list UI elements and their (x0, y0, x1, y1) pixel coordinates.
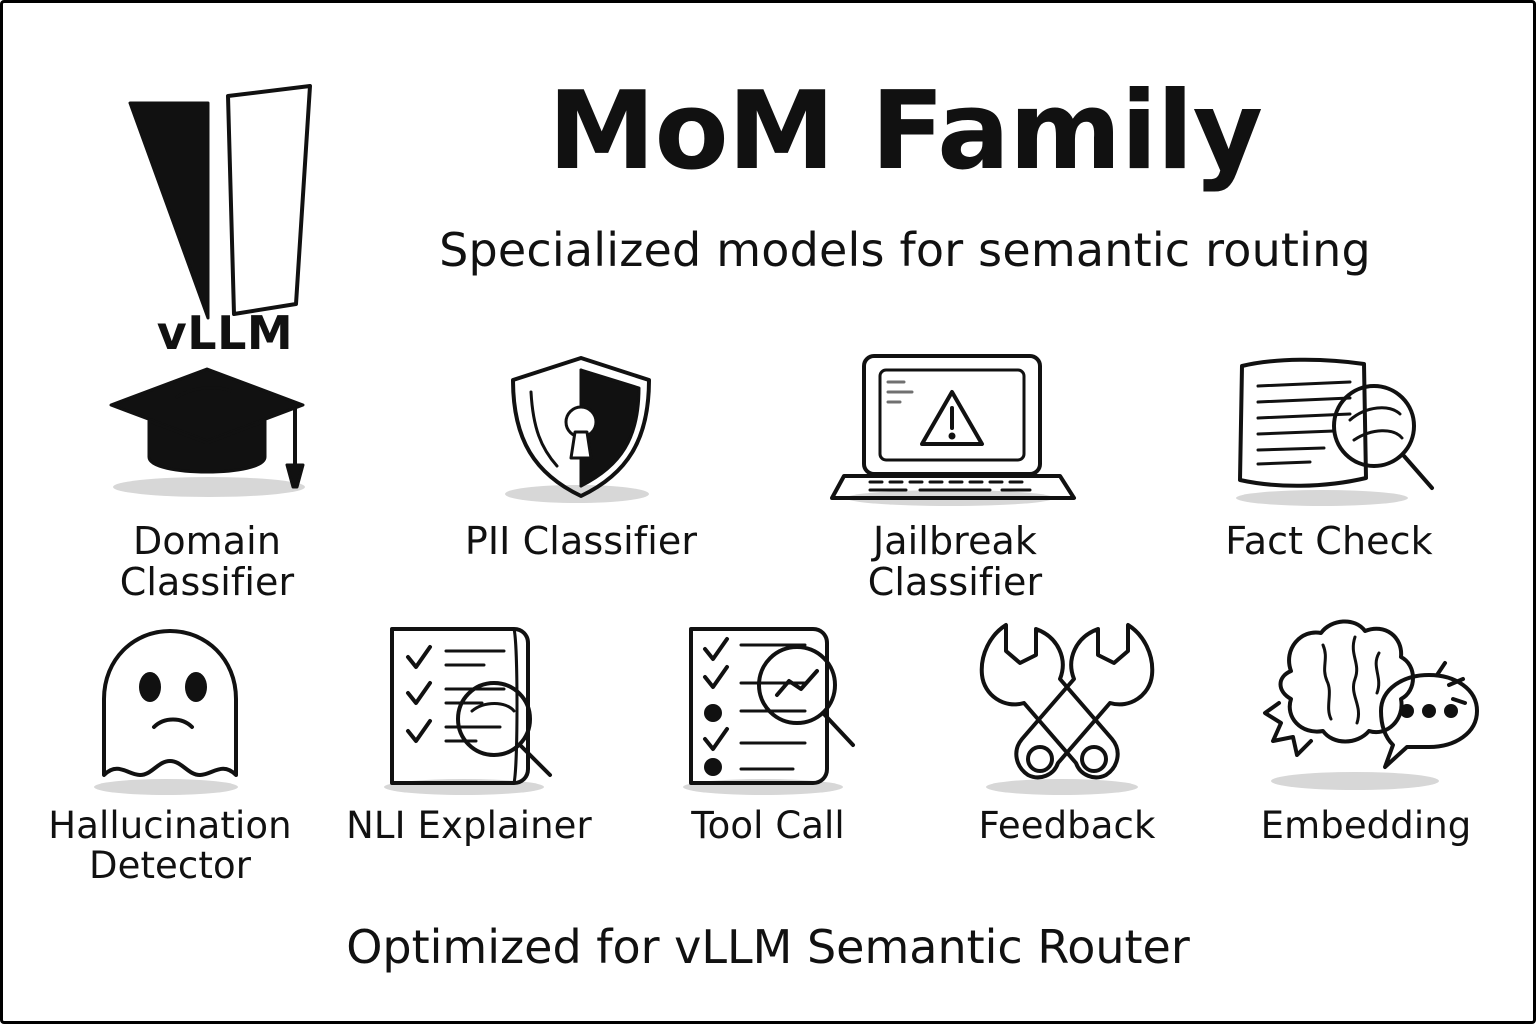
checklist-magnifier-icon (364, 610, 574, 800)
graduation-cap-icon (92, 340, 322, 515)
model-card-jailbreak-classifier[interactable] (768, 340, 1142, 603)
model-card-tool-call[interactable] (619, 610, 918, 846)
page-subtitle: Specialized models for semantic routing (439, 223, 1371, 277)
checklist-chart-magnifier-icon (663, 610, 873, 800)
crossed-wrenches-icon (962, 610, 1172, 800)
shield-keyhole-icon (466, 340, 696, 515)
model-card-domain-classifier[interactable] (20, 340, 394, 603)
page-title: MoM Family (547, 69, 1263, 194)
model-label: Jailbreak Classifier (867, 519, 1043, 605)
model-row-1 (20, 340, 1516, 603)
model-row-2 (20, 610, 1516, 886)
model-label: Tool Call (691, 804, 845, 847)
ghost-icon (65, 610, 275, 800)
model-label: Embedding (1260, 804, 1472, 847)
model-card-hallucination-detector[interactable] (21, 610, 320, 886)
vllm-logo-icon (100, 68, 350, 308)
model-card-feedback[interactable] (918, 610, 1217, 846)
model-label: PII Classifier (464, 519, 698, 563)
header (0, 48, 1536, 360)
model-label: Hallucination Detector (48, 804, 292, 887)
model-card-embedding[interactable] (1217, 610, 1516, 846)
model-label: Feedback (978, 804, 1156, 847)
model-label: NLI Explainer (346, 804, 592, 847)
footer-text: Optimized for vLLM Semantic Router (346, 920, 1190, 974)
model-card-nli-explainer[interactable] (320, 610, 619, 846)
document-magnifier-icon (1214, 340, 1444, 515)
vllm-logo (100, 68, 350, 368)
model-card-pii-classifier[interactable] (394, 340, 768, 562)
vllm-logo-label: vLLM (156, 306, 294, 360)
model-label: Domain Classifier (119, 519, 295, 605)
model-card-fact-check[interactable] (1142, 340, 1516, 562)
brain-speech-bubble-icon (1261, 610, 1471, 800)
model-label: Fact Check (1225, 519, 1433, 563)
laptop-warning-icon (840, 340, 1070, 515)
